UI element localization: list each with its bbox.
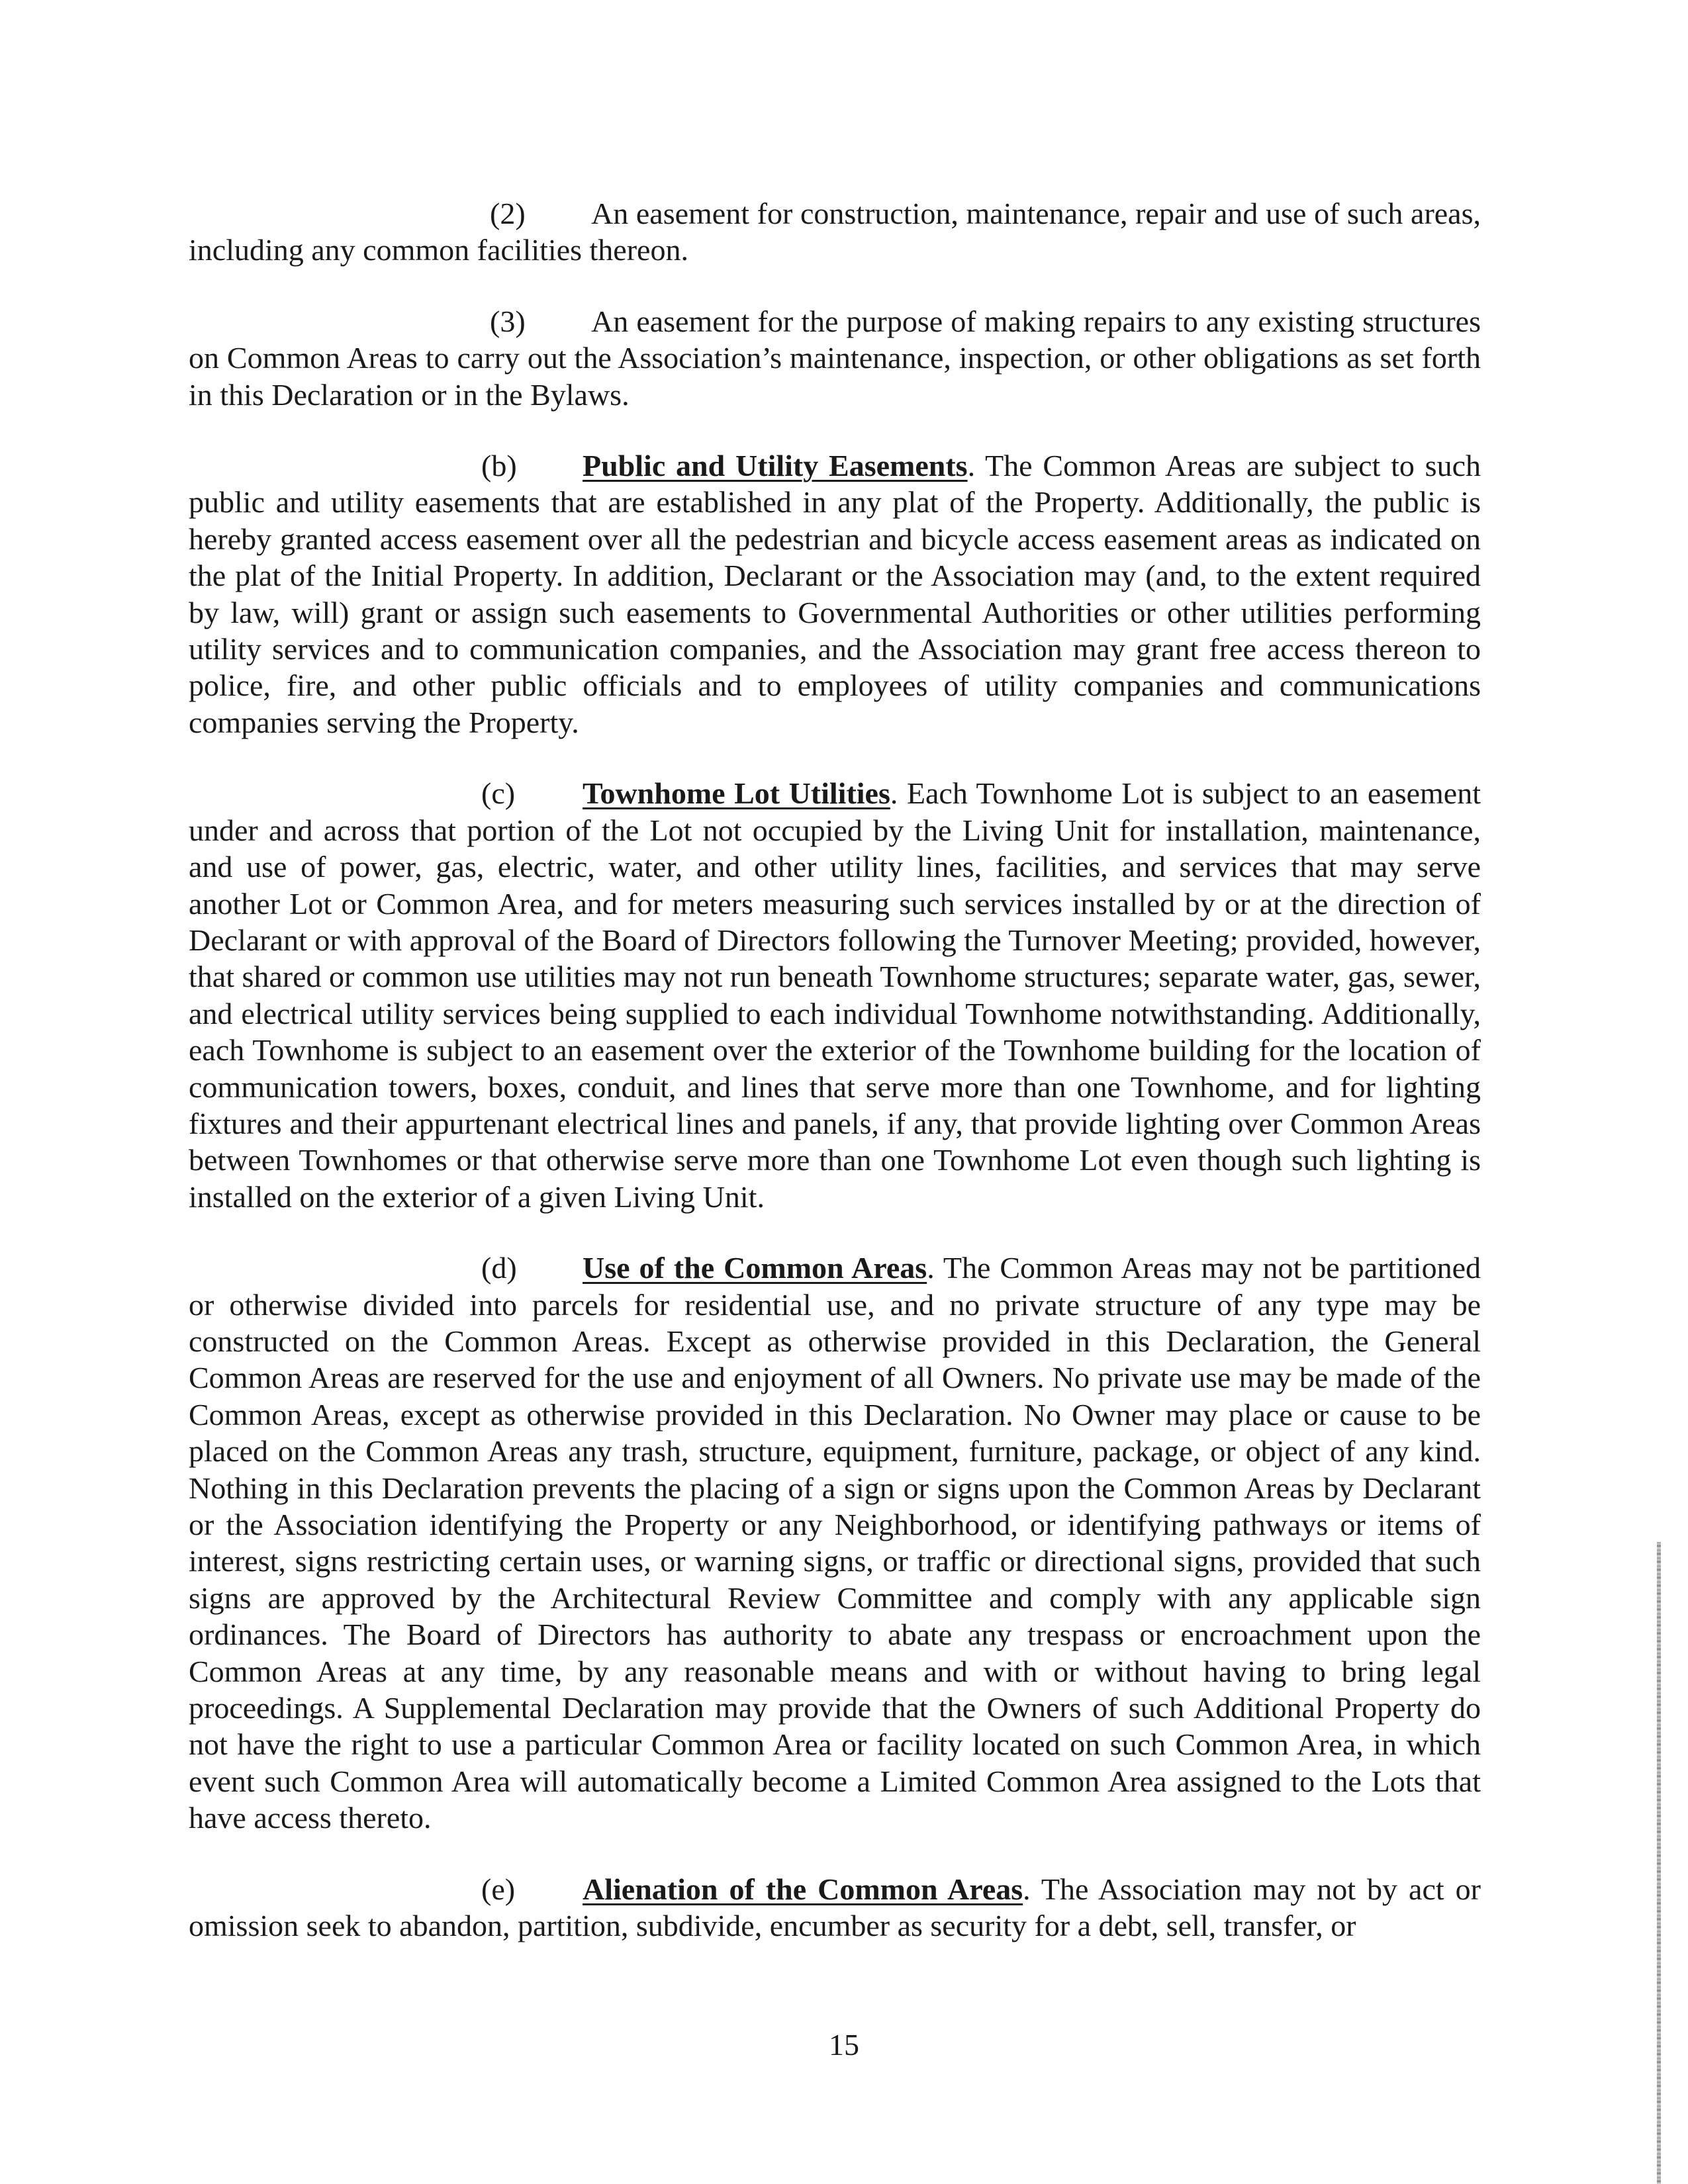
scan-edge-artifact: [1657, 1542, 1661, 2184]
paragraph-number: (b): [481, 449, 517, 483]
page-number: 15: [829, 2028, 859, 2062]
paragraph-number: (2): [490, 197, 526, 230]
paragraph-d: [189, 1250, 1481, 1837]
paragraph-text: . The Association may not by act or omission seek to abandon, partition, subdivide, encumber as security for a debt, sell, transfer, or: [189, 1872, 1481, 1943]
paragraph-text: . The Common Areas may not be partitioned or otherwise divided into parcels for residential use, and no private structure of any type may be constructed on the Common Areas. Except as otherwise provided in this Declaration, the General Common Areas are reserved for the use and enjoyment of all Owners. No private use may be made of the Common Areas, except as otherwise provided in this Declaration. No Owner may place or cause to be placed on the Common Areas any trash, structure, equipment, furniture, package, or object of any kind. Nothing in this Declaration prevents the placing of a sign or signs upon the Common Areas by Declarant or the Association identifying the Property or any Neighborhood, or identifying pathways or items of interest, signs restricting certain uses, or warning signs, or traffic or directional signs, provided that such signs are approved by the Architectural Review Committee and comply with any applicable sign ordinances. The Board of Directors has authority to abate any trespass or encroachment upon the Common Areas at any time, by any reasonable means and with or without having to bring legal proceedings. A Supplemental Declaration may provide that the Owners of such Additional Property do not have the right to use a particular Common Area or facility located on such Common Area, in which event such Common Area will automatically become a Limited Common Area assigned to the Lots that have access thereto.: [189, 1251, 1481, 1835]
paragraph-number: (3): [490, 304, 526, 338]
paragraph-text: An easement for the purpose of making repairs to any existing structures on Common Areas to carry out the Association’s maintenance, inspection, or other obligations as set forth in this Declaration or in the Bylaws.: [189, 304, 1481, 412]
section-heading: Public and Utility Easements: [583, 449, 968, 483]
paragraph-c: [189, 775, 1481, 1215]
section-heading: Townhome Lot Utilities: [583, 776, 890, 811]
paragraph-text: . Each Townhome Lot is subject to an easement under and across that portion of the Lot not occupied by the Living Unit for installation, maintenance, and use of power, gas, electric, water, and other utility lines, facilities, and services that may serve another Lot or Common Area, and for meters measuring such services installed by or at the direction of Declarant or with approval of the Board of Directors following the Turnover Meeting; provided, however, that shared or common use utilities may not run beneath Townhome structures; separate water, gas, sewer, and electrical utility services being supplied to each individual Townhome notwithstanding. Additionally, each Townhome is subject to an easement over the exterior of the Townhome building for the location of communication towers, boxes, conduit, and lines that serve more than one Townhome, and for lighting fixtures and their appurtenant electrical lines and panels, if any, that provide lighting over Common Areas between Townhomes or that otherwise serve more than one Townhome Lot even though such lighting is installed on the exterior of a given Living Unit.: [189, 776, 1481, 1214]
paragraph-text: An easement for construction, maintenance, repair and use of such areas, including any common facilities thereon.: [189, 197, 1481, 267]
paragraph-number: (c): [481, 776, 516, 811]
paragraph-b: [189, 447, 1481, 741]
paragraph-e: [189, 1871, 1481, 1944]
paragraph-number: (e): [481, 1872, 516, 1906]
document-page: [189, 195, 1481, 1944]
section-heading: Alienation of the Common Areas: [583, 1872, 1023, 1906]
section-heading: Use of the Common Areas: [583, 1251, 927, 1285]
paragraph-text: . The Common Areas are subject to such public and utility easements that are established in any plat of the Property. Additionally, the public is hereby granted access easement over all the pedestrian and bicycle access easement areas as indicated on the plat of the Initial Property. In addition, Declarant or the Association may (and, to the extent required by law, will) grant or assign such easements to Governmental Authorities or other utilities performing utility services and to communication companies, and the Association may grant free access thereon to police, fire, and other public officials and to employees of utility companies and communications companies serving the Property.: [189, 449, 1481, 739]
paragraph-3: [189, 303, 1481, 413]
paragraph-2: [189, 195, 1481, 269]
paragraph-number: (d): [481, 1251, 517, 1285]
